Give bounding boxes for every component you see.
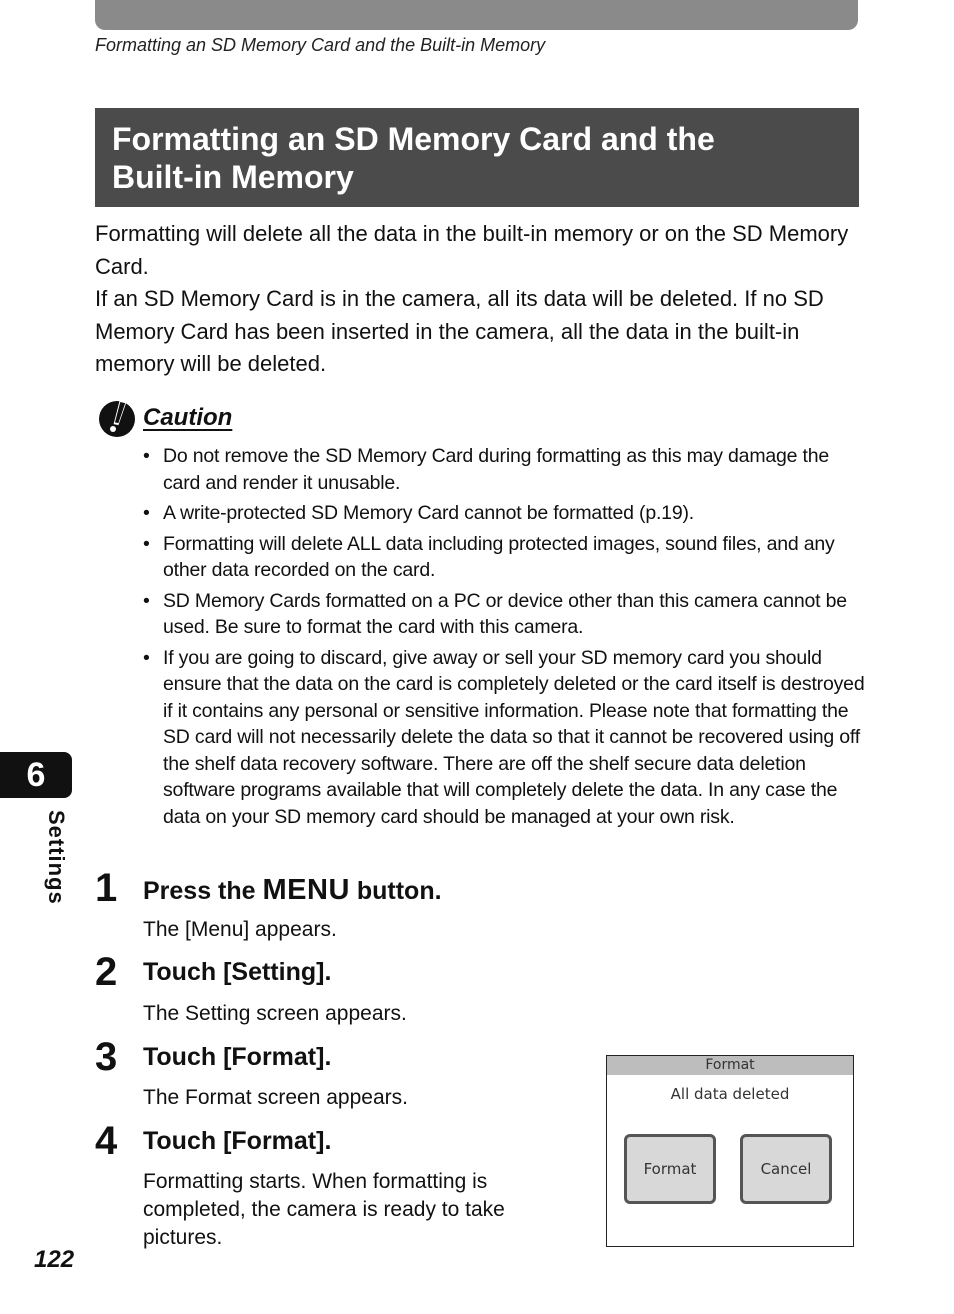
menu-key-label: MENU: [262, 874, 350, 906]
step-description: The Format screen appears.: [143, 1086, 408, 1109]
caution-list: [143, 443, 865, 834]
intro-text: [95, 218, 865, 381]
running-header: Formatting an SD Memory Card and the Built-in Memory: [95, 35, 546, 55]
step-title: Touch [Format].: [143, 1127, 332, 1155]
caution-label: Caution: [143, 404, 233, 431]
chapter-tab: 6: [0, 752, 72, 798]
page-number: 122: [34, 1246, 75, 1273]
step-title: Touch [Format].: [143, 1043, 332, 1071]
screen-title: Format: [607, 1056, 853, 1075]
caution-item: • SD Memory Cards formatted on a PC or device other than this camera cannot be used. Be sure to format the card with this camera.: [143, 588, 865, 641]
intro-paragraph: If an SD Memory Card is in the camera, all its data will be deleted. If no SD Memory Card has been inserted in the camera, all the data in the built-in memory will be deleted.: [95, 286, 824, 376]
screen-message: All data deleted: [670, 1085, 790, 1103]
step-title: [143, 874, 442, 907]
step-description: The Setting screen appears.: [143, 1002, 407, 1025]
section-title-box: [95, 108, 859, 207]
step-number: 4: [95, 1119, 118, 1163]
caution-item: • Do not remove the SD Memory Card during formatting as this may damage the card and render it unusable.: [143, 443, 865, 496]
caution-heading: [97, 398, 232, 438]
caution-item: • Formatting will delete ALL data including protected images, sound files, and any other data recorded on the card.: [143, 531, 865, 584]
step-title-text: Press the: [143, 877, 263, 905]
format-screen-illustration: [606, 1055, 854, 1247]
caution-item: • A write-protected SD Memory Card cannot be formatted (p.19).: [143, 500, 865, 527]
step-description: Formatting starts. When formatting is completed, the camera is ready to take pictures.: [143, 1170, 505, 1249]
cancel-button[interactable]: Cancel: [740, 1134, 832, 1204]
caution-item: • If you are going to discard, give away or sell your SD memory card you should ensure that the data on the card is completely deleted or the card itself is destroyed if it contains any personal or sensitive information. Please note that formatting the SD card will not necessarily delete the data so that it cannot be recovered using off the shelf data recovery software. There are off the shelf secure data deletion software programs available that will completely delete the data. In any case the data on your SD memory card should be managed at your own risk.: [143, 645, 865, 831]
step-title: Touch [Setting].: [143, 958, 332, 986]
intro-paragraph: Formatting will delete all the data in the built-in memory or on the SD Memory Card.: [95, 221, 849, 279]
step-number: 1: [95, 866, 118, 910]
section-title-line1: Formatting an SD Memory Card and the: [112, 121, 715, 157]
chapter-side-label: Settings: [44, 810, 69, 905]
step-description: The [Menu] appears.: [143, 918, 337, 941]
step-number: 3: [95, 1035, 118, 1079]
step-title-text: button.: [349, 877, 442, 905]
caution-icon: [97, 398, 137, 438]
step-number: 2: [95, 950, 118, 994]
header-bar: [95, 0, 858, 30]
section-title: [112, 120, 842, 196]
section-title-line2: Built-in Memory: [112, 159, 354, 195]
format-button[interactable]: Format: [624, 1134, 716, 1204]
